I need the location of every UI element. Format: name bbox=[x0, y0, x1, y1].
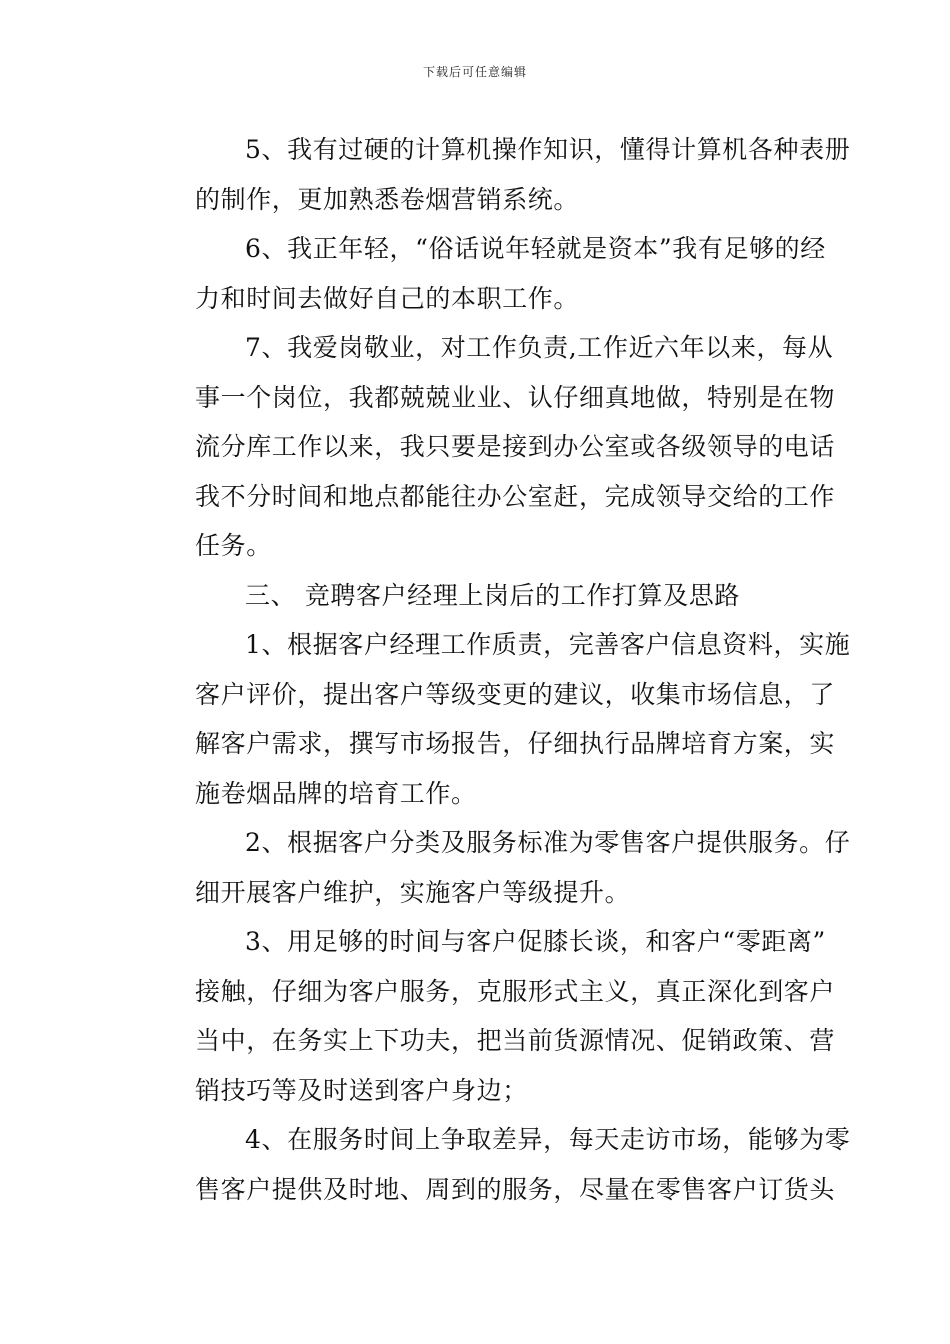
paragraph-line: 的制作，更加熟悉卷烟营销系统。 bbox=[195, 184, 580, 214]
paragraph-line: 流分库工作以来，我只要是接到办公室或各级领导的电话 bbox=[195, 432, 836, 461]
paragraph-line: 7、我爱岗敬业，对工作负责,工作近六年以来，每从 bbox=[245, 333, 834, 362]
paragraph-line: 5、我有过硬的计算机操作知识，懂得计算机各种表册 bbox=[245, 135, 851, 164]
paragraph-line: 4、在服务时间上争取差异，每天走访市场，能够为零 bbox=[245, 1125, 851, 1154]
paragraph-line: 客户评价，提出客户等级变更的建议，收集市场信息，了 bbox=[195, 679, 836, 709]
paragraph-line: 2、根据客户分类及服务标准为零售客户提供服务。仔 bbox=[245, 828, 851, 857]
paragraph-line: 1、根据客户经理工作质责，完善客户信息资料，实施 bbox=[245, 630, 851, 659]
page-header-note: 下载后可任意编辑 bbox=[422, 65, 527, 79]
paragraph-line: 销技巧等及时送到客户身边； bbox=[195, 1075, 528, 1105]
paragraph-line: 售客户提供及时地、周到的服务，尽量在零售客户订货头 bbox=[195, 1174, 836, 1204]
document-body bbox=[145, 125, 851, 1214]
paragraph-line: 力和时间去做好自己的本职工作。 bbox=[195, 283, 580, 313]
section-heading-three bbox=[145, 571, 809, 621]
paragraph-line: 当中，在务实上下功夫，把当前货源情况、促销政策、营 bbox=[195, 1026, 836, 1055]
paragraph-line: 接触，仔细为客户服务，克服形式主义，真正深化到客户 bbox=[195, 976, 836, 1006]
paragraph-line: 事一个岗位，我都兢兢业业、认仔细真地做，特别是在物 bbox=[195, 382, 836, 412]
paragraph-line: 解客户需求，撰写市场报告，仔细执行品牌培育方案，实 bbox=[195, 729, 836, 758]
paragraph-item-6 bbox=[145, 224, 826, 323]
paragraph-plan-1 bbox=[145, 620, 851, 818]
paragraph-line: 细开展客户维护，实施客户等级提升。 bbox=[195, 877, 631, 907]
paragraph-item-7 bbox=[145, 323, 836, 571]
paragraph-line: 施卷烟品牌的培育工作。 bbox=[195, 778, 477, 808]
paragraph-line: 3、用足够的时间与客户促膝长谈，和客户“零距离” bbox=[245, 927, 826, 956]
paragraph-item-5 bbox=[145, 125, 851, 224]
section-heading-text: 三、 竞聘客户经理上岗后的工作打算及思路 bbox=[245, 580, 740, 610]
paragraph-plan-2 bbox=[145, 818, 851, 917]
paragraph-line: 我不分时间和地点都能往办公室赶，完成领导交给的工作 bbox=[195, 481, 836, 511]
paragraph-plan-3 bbox=[145, 917, 836, 1115]
paragraph-line: 任务。 bbox=[195, 531, 272, 560]
paragraph-plan-4 bbox=[145, 1115, 851, 1214]
paragraph-line: 6、我正年轻，“俗话说年轻就是资本”我有足够的经 bbox=[245, 234, 826, 263]
